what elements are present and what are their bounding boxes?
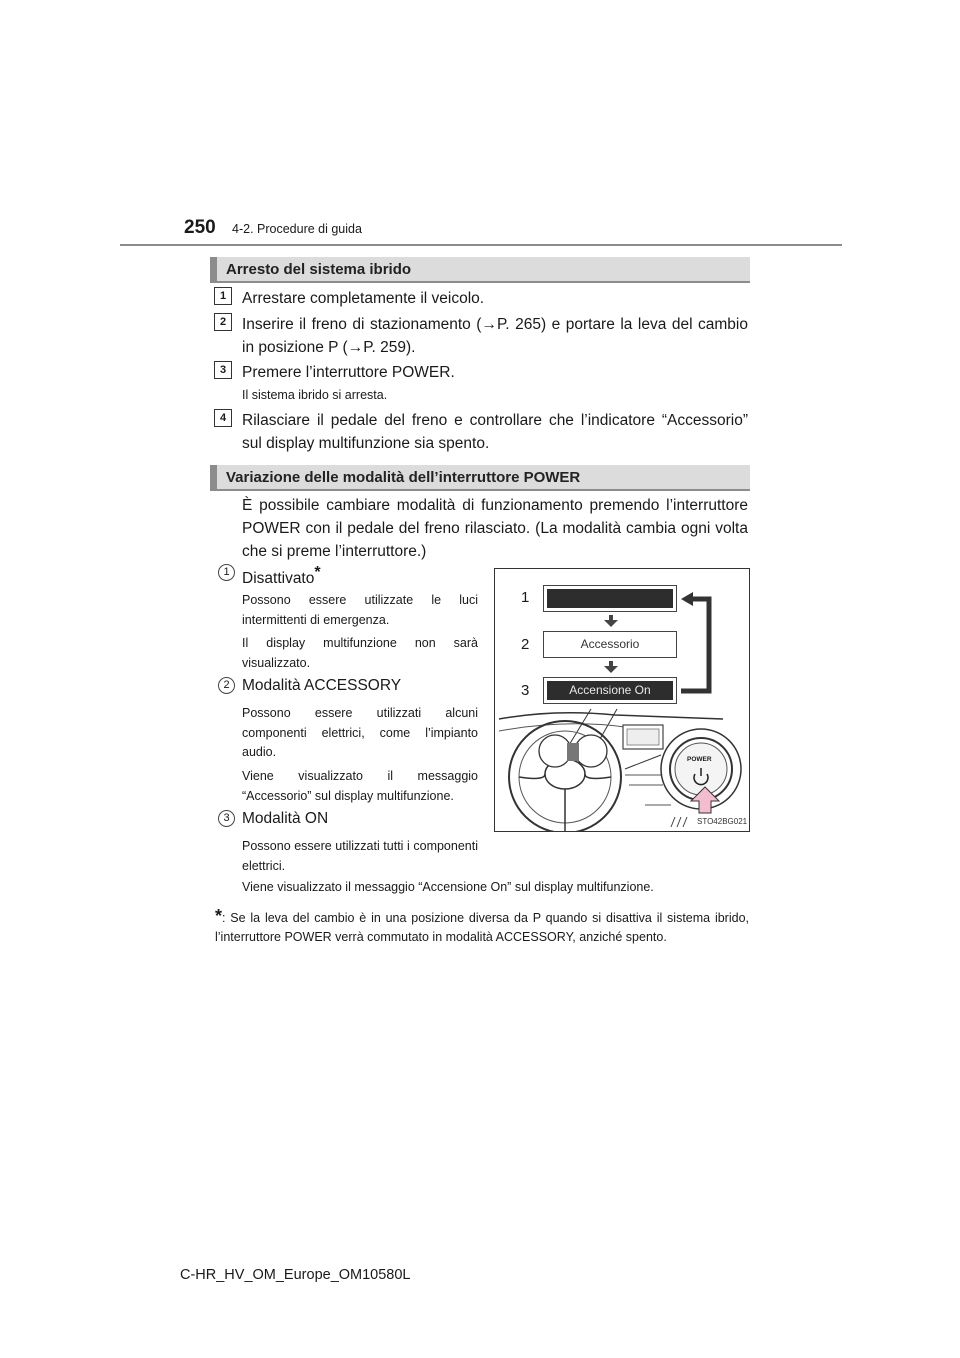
step-text-4: Rilasciare il pedale del freno e controllare che l’indicatore “Accessorio” sul display multifunzione sia spento. (242, 412, 748, 452)
mode-number-1: 1 (218, 564, 235, 581)
step-note-3: Il sistema ibrido si arresta. (242, 388, 388, 402)
page-number: 250 (184, 217, 216, 238)
mode-number-3: 3 (218, 810, 235, 827)
step-text-1: Arrestare completamente il veicolo. (242, 290, 485, 307)
power-switch-illustration (494, 568, 750, 832)
figure-number-3: 3 (521, 682, 530, 699)
mode-desc-1a: Possono essere utilizzate le luci intermittenti di emergenza. (242, 593, 478, 627)
step-number-4: 4 (214, 409, 232, 427)
footnote-text: : Se la leva del cambio è in una posizione diversa da P quando si disattiva il sistema ibrido, l’interruttore POWER verrà commutato in modalità ACCESSORY, anziché spento. (215, 911, 749, 944)
section-heading-text: Arresto del sistema ibrido (226, 261, 412, 278)
step-number-3: 3 (214, 361, 232, 379)
header-divider (120, 244, 842, 246)
document-id: C-HR_HV_OM_Europe_OM10580L (180, 1267, 411, 1283)
mode-title-3: Modalità ON (242, 810, 329, 827)
footnote-star: * (314, 564, 321, 581)
panel-label-accessorio: Accessorio (580, 637, 640, 651)
mode-desc-2a: Possono essere utilizzati alcuni componenti elettrici, come l’impianto audio. (242, 706, 478, 759)
mode-desc-3a: Possono essere utilizzati tutti i componenti elettrici. (242, 839, 478, 873)
section-heading-arresto (210, 257, 750, 283)
mode-title-2: Modalità ACCESSORY (242, 677, 402, 694)
figure-code: STO42BG021 (697, 817, 748, 826)
footnote (215, 907, 749, 947)
step-text-2: Inserire il freno di stazionamento (→P. 265) e portare la leva del cambio in posizione P (→P. 259). (242, 316, 748, 356)
mode-desc-3b: Viene visualizzato il messaggio “Accensione On” sul display multifunzione. (242, 880, 654, 894)
step-text-3: Premere l’interruttore POWER. (242, 364, 455, 381)
mode-desc-2b: Viene visualizzato il messaggio “Accessorio” sul display multifunzione. (242, 769, 478, 803)
mode-title-1 (242, 564, 321, 588)
mode-title-text: Disattivato (242, 570, 315, 588)
section-heading-variazione (210, 465, 750, 491)
power-button-label: POWER (687, 756, 712, 763)
figure-number-1: 1 (521, 589, 530, 606)
step-number-1: 1 (214, 287, 232, 305)
step-number-2: 2 (214, 313, 232, 331)
section-label: 4-2. Procedure di guida (232, 222, 362, 236)
figure-number-2: 2 (521, 636, 530, 653)
mode-number-2: 2 (218, 677, 235, 694)
mode-desc-1b: Il display multifunzione non sarà visualizzato. (242, 636, 478, 670)
section-heading-text: Variazione delle modalità dell’interruttore POWER (226, 469, 581, 486)
cycle-arrow-icon (495, 569, 750, 832)
section-intro: È possibile cambiare modalità di funzionamento premendo l’interruttore POWER con il pedale del freno rilasciato. (La modalità cambia ogni volta che si preme l’interruttore.) (242, 497, 748, 560)
panel-label-accensione: Accensione On (569, 683, 651, 697)
footnote-star: * (215, 906, 223, 926)
